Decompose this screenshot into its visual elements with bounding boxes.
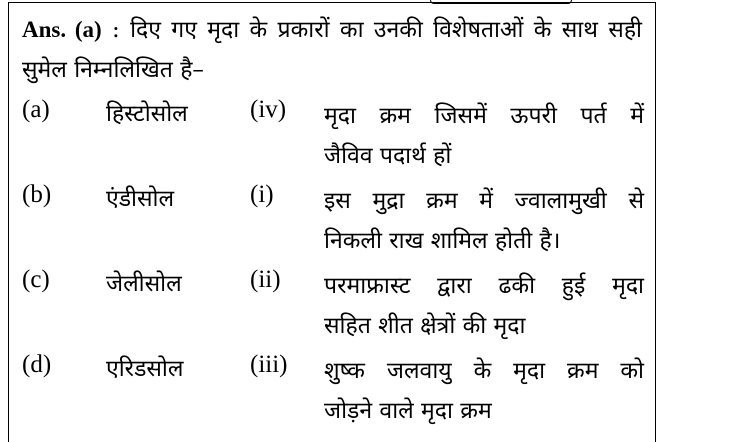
soil-term: जेलीसोल [106,271,182,297]
soil-description [324,266,644,346]
row-label: (d) [22,351,52,378]
match-number: (iv) [250,96,287,123]
description-line-1: परमाफ्रास्ट द्वारा ढकी हुई मृदा [324,273,644,299]
soil-term: एरिडसोल [106,356,184,382]
match-number: (iii) [250,351,288,378]
soil-description [324,181,644,261]
description-line-1: शुष्क जलवायु के मृदा क्रम को [324,358,644,384]
description-line-2: निकली राख शामिल होती है। [324,228,561,254]
description-line-2: जोड़ने वाले मृदा क्रम [324,398,492,424]
description-line-2: सहित शीत क्षेत्रों की मृदा [324,313,526,339]
description-line-1: इस मुद्रा क्रम में ज्वालामुखी से [324,188,644,214]
description-line-1: मृदा क्रम जिसमें ऊपरी पर्त में [324,103,644,129]
row-label: (a) [22,96,50,123]
answer-intro-text: : दिए गए मृदा के प्रकारों का उनकी विशेषताओं के साथ सही सुमेल निम्नलिखित है– [22,17,642,83]
soil-term: हिस्टोसोल [106,101,188,127]
match-number: (i) [250,181,274,208]
answer-label: Ans. (a) [22,17,102,42]
soil-term: एंडीसोल [106,186,175,212]
answer-intro [22,10,642,90]
row-label: (b) [22,181,52,208]
soil-description [324,351,644,431]
match-number: (ii) [250,266,281,293]
description-line-2: जैविव पदार्थ हों [324,143,452,169]
soil-description [324,96,644,176]
row-label: (c) [22,266,50,293]
